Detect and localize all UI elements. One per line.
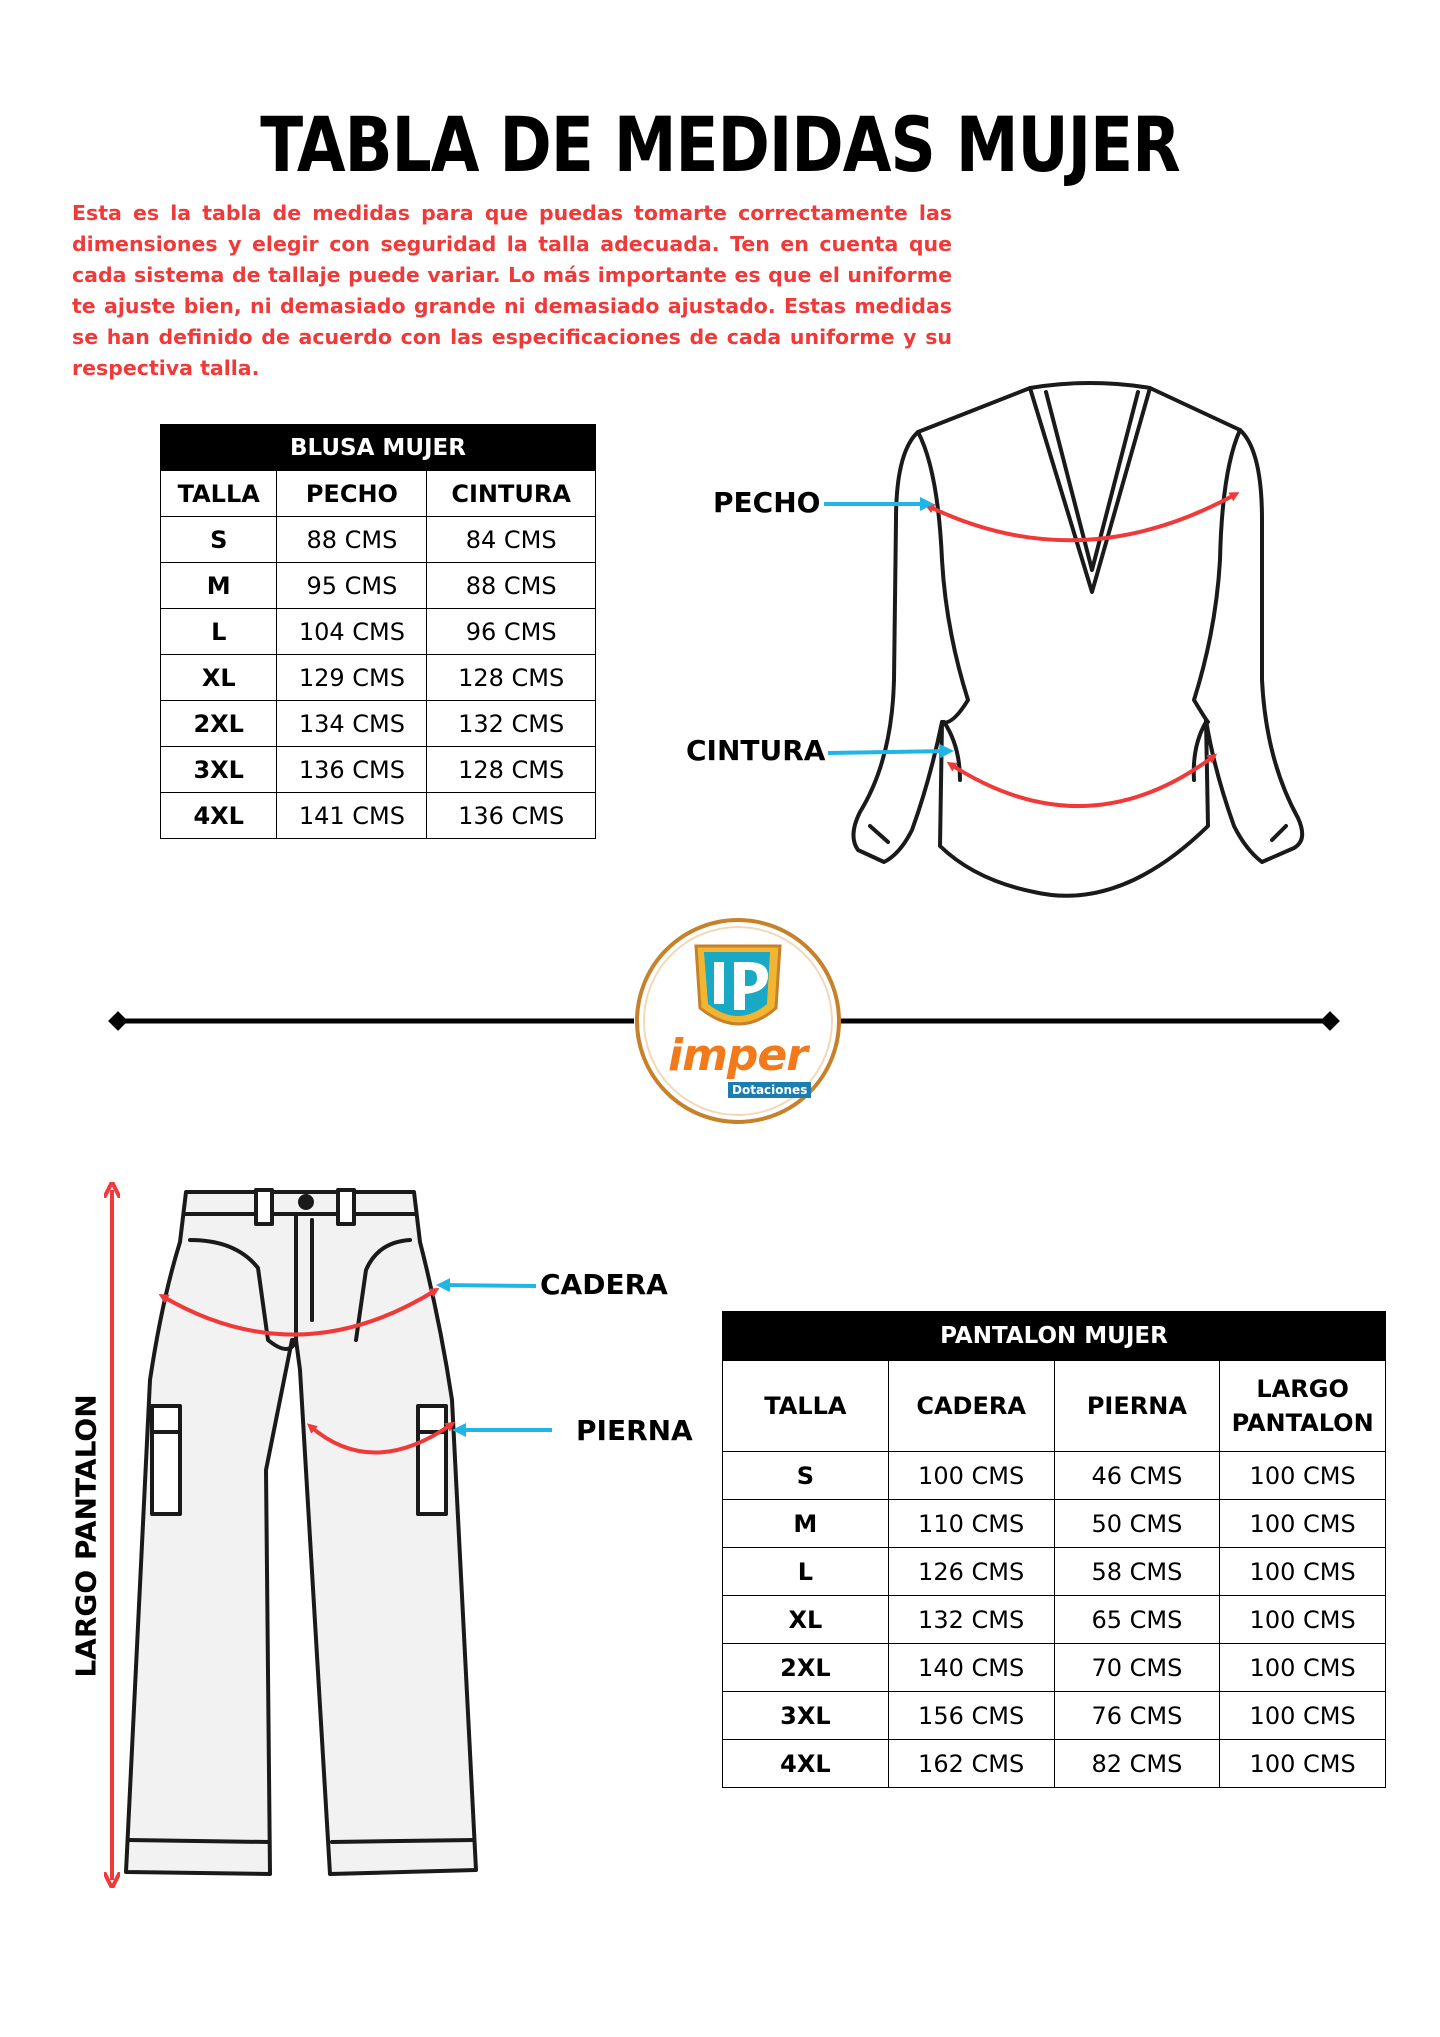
cadera-cell: 132 CMS [888, 1596, 1054, 1644]
pecho-cell: 129 CMS [277, 655, 427, 701]
cadera-cell: 110 CMS [888, 1500, 1054, 1548]
cintura-cell: 128 CMS [427, 655, 596, 701]
pierna-cell: 76 CMS [1054, 1692, 1220, 1740]
cadera-cell: 100 CMS [888, 1452, 1054, 1500]
pantalon-col-pierna: PIERNA [1054, 1361, 1220, 1452]
largo-cell: 100 CMS [1220, 1452, 1386, 1500]
talla-cell: 2XL [161, 701, 277, 747]
pecho-cell: 134 CMS [277, 701, 427, 747]
blouse-illustration [853, 383, 1302, 896]
cintura-pointer-arrow [828, 751, 950, 753]
talla-cell: M [161, 563, 277, 609]
largo-cell: 100 CMS [1220, 1596, 1386, 1644]
largo-cell: 100 CMS [1220, 1548, 1386, 1596]
pecho-cell: 136 CMS [277, 747, 427, 793]
blusa-col-cintura: CINTURA [427, 471, 596, 517]
largo-cell: 100 CMS [1220, 1644, 1386, 1692]
talla-cell: L [723, 1548, 889, 1596]
pants-illustration [126, 1190, 476, 1874]
pantalon-col-cadera: CADERA [888, 1361, 1054, 1452]
cintura-cell: 88 CMS [427, 563, 596, 609]
pierna-cell: 58 CMS [1054, 1548, 1220, 1596]
cadera-cell: 126 CMS [888, 1548, 1054, 1596]
cadera-label: CADERA [540, 1268, 668, 1301]
cintura-cell: 96 CMS [427, 609, 596, 655]
page-title: TABLA DE MEDIDAS MUJER [260, 100, 1180, 189]
cintura-label: CINTURA [686, 734, 826, 767]
cadera-cell: 162 CMS [888, 1740, 1054, 1788]
cintura-cell: 84 CMS [427, 517, 596, 563]
talla-cell: XL [161, 655, 277, 701]
cadera-pointer-arrow [440, 1285, 536, 1286]
talla-cell: 3XL [161, 747, 277, 793]
talla-cell: M [723, 1500, 889, 1548]
blusa-col-pecho: PECHO [277, 471, 427, 517]
pantalon-col-talla: TALLA [723, 1361, 889, 1452]
talla-cell: 3XL [723, 1692, 889, 1740]
cadera-cell: 140 CMS [888, 1644, 1054, 1692]
logo-brand: imper [668, 1030, 807, 1081]
talla-cell: S [161, 517, 277, 563]
pierna-cell: 82 CMS [1054, 1740, 1220, 1788]
intro-text: Esta es la tabla de medidas para que puedas tomarte correctamente las dimensiones y elegir con seguridad la talla adecuada. Ten en cuenta que cada sistema de tallaje puede variar. Lo más importante es que el uniforme te ajuste bien, ni demasiado grande ni demasiado ajustado. Estas medidas se han definido de acuerdo con las especificaciones de cada uniforme y su respectiva talla. [72, 201, 952, 380]
talla-cell: S [723, 1452, 889, 1500]
largo-pantalon-label: LARGO PANTALON [69, 1394, 103, 1678]
largo-cell: 100 CMS [1220, 1692, 1386, 1740]
logo-sub: Dotaciones [728, 1082, 811, 1098]
cintura-cell: 136 CMS [427, 793, 596, 839]
largo-cell: 100 CMS [1220, 1500, 1386, 1548]
cintura-cell: 132 CMS [427, 701, 596, 747]
cadera-cell: 156 CMS [888, 1692, 1054, 1740]
pecho-label: PECHO [713, 486, 821, 519]
talla-cell: 2XL [723, 1644, 889, 1692]
talla-cell: L [161, 609, 277, 655]
talla-cell: 4XL [723, 1740, 889, 1788]
pierna-cell: 50 CMS [1054, 1500, 1220, 1548]
talla-cell: 4XL [161, 793, 277, 839]
pierna-label: PIERNA [576, 1414, 693, 1447]
pantalon-col-largo: LARGO PANTALON [1220, 1361, 1386, 1452]
cintura-cell: 128 CMS [427, 747, 596, 793]
pecho-cell: 88 CMS [277, 517, 427, 563]
largo-cell: 100 CMS [1220, 1740, 1386, 1788]
pierna-cell: 46 CMS [1054, 1452, 1220, 1500]
pecho-cell: 141 CMS [277, 793, 427, 839]
pantalon-table-title: PANTALON MUJER [723, 1312, 1386, 1361]
blusa-table-title: BLUSA MUJER [161, 425, 596, 471]
pierna-cell: 70 CMS [1054, 1644, 1220, 1692]
talla-cell: XL [723, 1596, 889, 1644]
pecho-cell: 95 CMS [277, 563, 427, 609]
pecho-cell: 104 CMS [277, 609, 427, 655]
pierna-cell: 65 CMS [1054, 1596, 1220, 1644]
blusa-col-talla: TALLA [161, 471, 277, 517]
